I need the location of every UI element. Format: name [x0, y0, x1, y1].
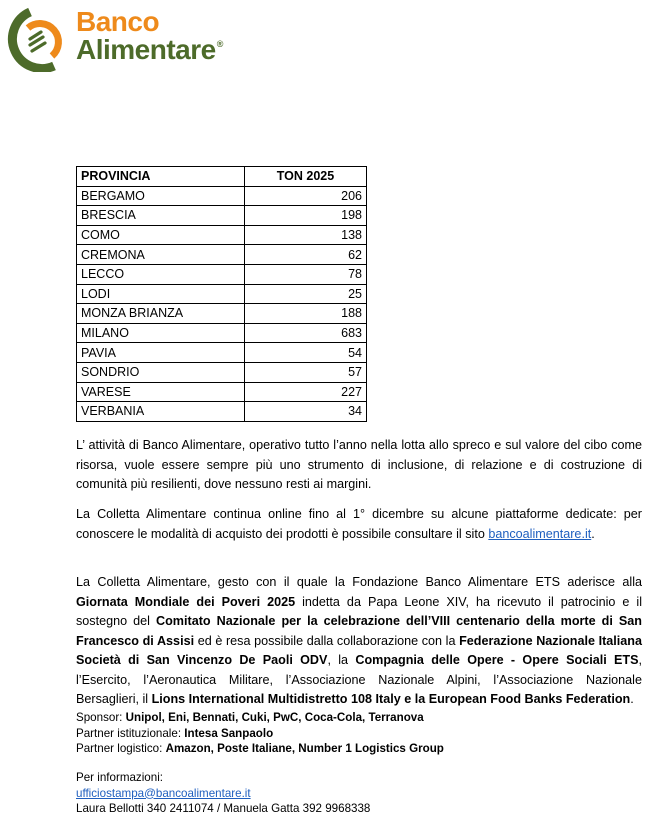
- table-header-row: [77, 167, 367, 187]
- table-row: [77, 206, 367, 226]
- cell-provincia: COMO: [77, 225, 245, 245]
- bold-federazione-san-vincenzo: Federazione Nazionale Italiana Società di San Vincenzo De Paoli ODV: [76, 633, 642, 667]
- table-row: [77, 382, 367, 402]
- logo-word-alimentare: [76, 36, 223, 64]
- cell-ton: 54: [245, 343, 367, 363]
- logistic-partner-line: [76, 741, 642, 757]
- cell-ton: 78: [245, 264, 367, 284]
- cell-provincia: VARESE: [77, 382, 245, 402]
- table-row: [77, 402, 367, 422]
- paragraph-online-text: La Colletta Alimentare continua online fino al 1° dicembre su alcune piattaforme dedicate: per conoscere le modalità di acquisto dei prodotti è possibile consultare il sito: [76, 507, 642, 541]
- bold-giornata-mondiale: Giornata Mondiale dei Poveri 2025: [76, 594, 296, 609]
- cell-provincia: BRESCIA: [77, 206, 245, 226]
- table-row: [77, 362, 367, 382]
- cell-ton: 34: [245, 402, 367, 422]
- banco-alimentare-logo: [4, 6, 264, 72]
- logistic-partner-value: Amazon, Poste Italiane, Number 1 Logistics Group: [165, 742, 444, 755]
- bold-lions-efbf: Lions International Multidistretto 108 Italy e la European Food Banks Federation: [151, 692, 631, 706]
- cell-ton: 138: [245, 225, 367, 245]
- institutional-partner-line: [76, 726, 642, 742]
- table-row: [77, 186, 367, 206]
- text-segment: La Colletta Alimentare, gesto con il quale la Fondazione Banco Alimentare ETS aderisce alla: [76, 575, 642, 589]
- cell-provincia: LODI: [77, 284, 245, 304]
- cell-provincia: MONZA BRIANZA: [77, 304, 245, 324]
- bold-compagnia-delle-opere: Compagnia delle Opere - Opere Sociali ETS: [355, 653, 639, 667]
- table-row: [77, 264, 367, 284]
- bold-centenario: centenario della morte di San Francesco di Assisi: [76, 614, 642, 648]
- sponsor-label: Sponsor:: [76, 711, 126, 724]
- paragraph-activity: L’ attività di Banco Alimentare, operativo tutto l’anno nella lotta allo spreco e sul valore del cibo come risorsa, vuole essere sempre più uno strumento di inclusione, di relazione e di costruzione di comunità più resilienti, dove nessuno resti ai margini.: [76, 438, 642, 491]
- bancoalimentare-link[interactable]: bancoalimentare.it: [488, 526, 592, 541]
- cell-provincia: LECCO: [77, 264, 245, 284]
- logistic-partner-label: Partner logistico:: [76, 742, 166, 755]
- cell-ton: 57: [245, 362, 367, 382]
- table-row: [77, 284, 367, 304]
- cell-provincia: MILANO: [77, 323, 245, 343]
- cell-provincia: VERBANIA: [77, 402, 245, 422]
- table-row: [77, 304, 367, 324]
- column-header-ton-2025: TON 2025: [245, 167, 367, 187]
- table-row: [77, 343, 367, 363]
- cell-provincia: PAVIA: [77, 343, 245, 363]
- cell-ton: 198: [245, 206, 367, 226]
- contacts-label: Per informazioni:: [76, 771, 163, 784]
- province-tonnage-table: [76, 166, 367, 422]
- paragraph-online-end: .: [591, 526, 595, 541]
- text-segment: , la: [327, 653, 356, 667]
- table-row: [77, 323, 367, 343]
- cell-ton: 206: [245, 186, 367, 206]
- table-row: [77, 245, 367, 265]
- contacts-phones: Laura Bellotti 340 2411074 / Manuela Gatta 392 9968338: [76, 802, 371, 815]
- cell-ton: 25: [245, 284, 367, 304]
- sponsors-block: [76, 710, 642, 757]
- sponsor-value: Unipol, Eni, Bennati, Cuki, PwC, Coca-Cola, Terranova: [125, 711, 424, 724]
- table-row: [77, 225, 367, 245]
- sponsor-line: [76, 710, 642, 726]
- cell-ton: 683: [245, 323, 367, 343]
- paragraph-online-collection: [76, 505, 642, 544]
- text-segment: , l’Esercito, l’Aeronautica Militare, l’Associazione Nazionale Alpini, l’Associazione Nazionale Bersaglieri, il: [76, 653, 642, 706]
- bold-comitato-nazionale: Comitato Nazionale per la celebrazione dell’VIII: [156, 614, 451, 628]
- cell-ton: 188: [245, 304, 367, 324]
- banco-alimentare-logo-icon: [4, 6, 72, 72]
- text-segment: .: [630, 692, 634, 706]
- text-segment: indetta da Papa Leone XIV, ha ricevuto il patrocinio e il sostegno del: [76, 594, 642, 628]
- contacts-block: [76, 770, 642, 817]
- cell-provincia: BERGAMO: [77, 186, 245, 206]
- cell-provincia: SONDRIO: [77, 362, 245, 382]
- paragraph-partners: [76, 573, 642, 710]
- cell-ton: 62: [245, 245, 367, 265]
- column-header-provincia: PROVINCIA: [77, 167, 245, 187]
- press-email-link[interactable]: ufficiostampa@bancoalimentare.it: [76, 786, 251, 800]
- text-segment: ed è resa possibile dalla collaborazione con la: [194, 633, 460, 648]
- logo-word-alimentare-text: Alimentare: [76, 34, 216, 65]
- institutional-partner-label: Partner istituzionale:: [76, 726, 185, 740]
- cell-ton: 227: [245, 382, 367, 402]
- registered-mark: ®: [216, 39, 223, 49]
- logo-wordmark: [76, 8, 223, 64]
- institutional-partner-value: Intesa Sanpaolo: [184, 726, 274, 740]
- cell-provincia: CREMONA: [77, 245, 245, 265]
- logo-word-banco: Banco: [76, 6, 160, 37]
